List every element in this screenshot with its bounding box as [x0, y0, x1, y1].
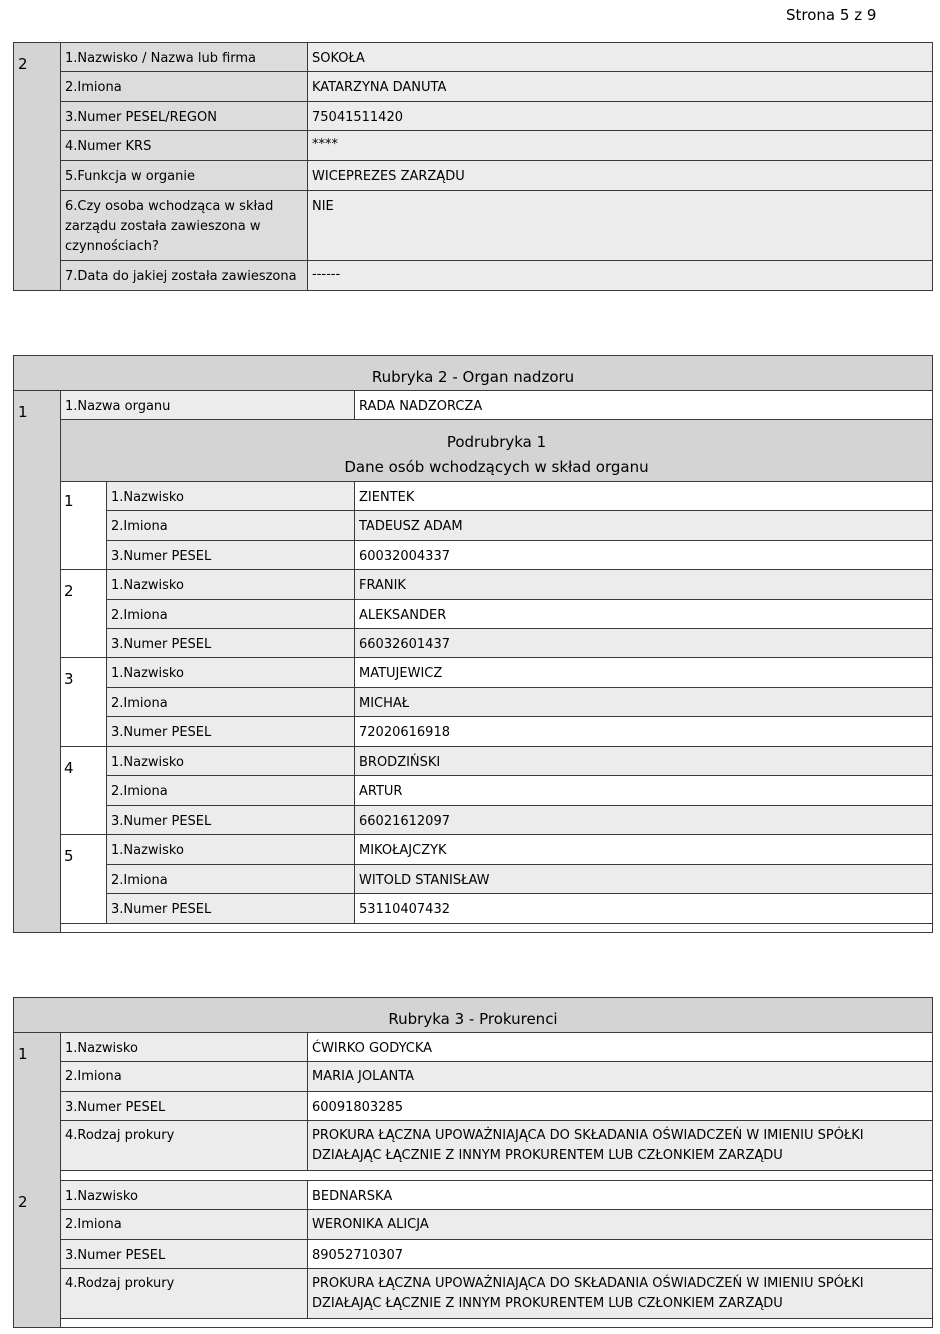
field-value: KATARZYNA DANUTA [308, 72, 932, 102]
person-index: 2 [64, 582, 74, 600]
field-label: 1.Nazwisko [61, 1033, 308, 1062]
field-value: 60032004337 [355, 541, 932, 570]
field-label: 1.Nazwisko [107, 482, 355, 511]
person-index: 4 [64, 759, 74, 777]
entry-index-column [14, 43, 61, 290]
field-label: 2.Imiona [107, 688, 355, 717]
field-value: TADEUSZ ADAM [355, 511, 932, 541]
zarzad-member-table [13, 42, 933, 291]
field-value: MIKOŁAJCZYK [355, 835, 932, 865]
field-label: 3.Numer PESEL [107, 629, 355, 658]
entry-index-column [14, 391, 61, 932]
entry-index: 1 [18, 1045, 28, 1063]
field-label: 2.Imiona [61, 72, 308, 102]
field-label: 3.Numer PESEL [61, 1240, 308, 1269]
field-value: PROKURA ŁĄCZNA UPOWAŻNIAJĄCA DO SKŁADANIA OŚWIADCZEŃ W IMIENIU SPÓŁKI DZIAŁAJĄC ŁĄCZNIE Z INNYM PROKURENTEM LUB CZŁONKIEM ZARZĄDU [308, 1121, 932, 1171]
spacer-row [61, 1319, 932, 1327]
person-index-cell [61, 747, 107, 835]
field-value: BRODZIŃSKI [355, 747, 932, 776]
field-label: 3.Numer PESEL [61, 1092, 308, 1121]
field-value: ALEKSANDER [355, 600, 932, 629]
spacer-row [61, 924, 932, 932]
field-value: RADA NADZORCZA [355, 391, 932, 420]
field-value: MICHAŁ [355, 688, 932, 717]
section-header: Rubryka 3 - Prokurenci [14, 998, 932, 1033]
field-value: BEDNARSKA [308, 1181, 932, 1210]
person-index-cell [61, 570, 107, 658]
subsection-subtitle: Dane osób wchodzących w skład organu [344, 458, 649, 476]
field-label: 2.Imiona [107, 776, 355, 806]
field-value: WITOLD STANISŁAW [355, 865, 932, 894]
field-label: 1.Nazwa organu [61, 391, 355, 420]
person-index-cell [61, 482, 107, 570]
person-index: 3 [64, 670, 74, 688]
field-value: 75041511420 [308, 102, 932, 131]
entry-index: 2 [18, 55, 28, 73]
field-label: 7.Data do jakiej została zawieszona [61, 261, 308, 290]
spacer-row [61, 1171, 932, 1181]
field-value: ------ [308, 261, 932, 290]
field-label: 2.Imiona [107, 865, 355, 894]
field-label: 2.Imiona [107, 511, 355, 541]
subsection-title: Podrubryka 1 [446, 433, 547, 451]
field-value: 53110407432 [355, 894, 932, 924]
field-value: MARIA JOLANTA [308, 1062, 932, 1092]
field-value: **** [308, 131, 932, 161]
field-value: WICEPREZES ZARZĄDU [308, 161, 932, 191]
person-index-cell [61, 658, 107, 747]
entry-index-column [14, 1033, 61, 1181]
field-value: ZIENTEK [355, 482, 932, 511]
field-label: 2.Imiona [61, 1062, 308, 1092]
field-value: 66021612097 [355, 806, 932, 835]
field-value: ĆWIRKO GODYCKA [308, 1033, 932, 1062]
field-value: 72020616918 [355, 717, 932, 747]
page-number: Strona 5 z 9 [786, 6, 877, 24]
subsection-header [61, 420, 932, 482]
field-label: 3.Numer PESEL [107, 717, 355, 747]
field-value: ARTUR [355, 776, 932, 806]
field-label: 3.Numer PESEL [107, 806, 355, 835]
field-label: 4.Numer KRS [61, 131, 308, 161]
field-label: 5.Funkcja w organie [61, 161, 308, 191]
prokurenci-table [13, 997, 933, 1328]
entry-index-column [14, 1181, 61, 1327]
field-value: WERONIKA ALICJA [308, 1210, 932, 1240]
field-value: MATUJEWICZ [355, 658, 932, 688]
field-value: FRANIK [355, 570, 932, 600]
field-label: 3.Numer PESEL/REGON [61, 102, 308, 131]
field-label: 1.Nazwisko / Nazwa lub firma [61, 43, 308, 72]
field-label: 3.Numer PESEL [107, 541, 355, 570]
entry-index: 2 [18, 1193, 28, 1211]
field-label: 2.Imiona [61, 1210, 308, 1240]
field-label: 4.Rodzaj prokury [61, 1269, 308, 1319]
organ-nadzoru-table [13, 355, 933, 933]
field-value: SOKOŁA [308, 43, 932, 72]
field-value: 60091803285 [308, 1092, 932, 1121]
entry-index: 1 [18, 403, 28, 421]
field-label: 1.Nazwisko [61, 1181, 308, 1210]
field-value: 89052710307 [308, 1240, 932, 1269]
section-header: Rubryka 2 - Organ nadzoru [14, 356, 932, 391]
field-value: NIE [308, 191, 932, 261]
field-label: 1.Nazwisko [107, 658, 355, 688]
field-value: PROKURA ŁĄCZNA UPOWAŻNIAJĄCA DO SKŁADANIA OŚWIADCZEŃ W IMIENIU SPÓŁKI DZIAŁAJĄC ŁĄCZNIE Z INNYM PROKURENTEM LUB CZŁONKIEM ZARZĄDU [308, 1269, 932, 1319]
field-label: 1.Nazwisko [107, 747, 355, 776]
field-value: 66032601437 [355, 629, 932, 658]
field-label: 1.Nazwisko [107, 570, 355, 600]
field-label: 3.Numer PESEL [107, 894, 355, 924]
person-index: 5 [64, 847, 74, 865]
person-index-cell [61, 835, 107, 924]
field-label: 2.Imiona [107, 600, 355, 629]
person-index: 1 [64, 492, 74, 510]
field-label: 4.Rodzaj prokury [61, 1121, 308, 1171]
field-label: 1.Nazwisko [107, 835, 355, 865]
field-label: 6.Czy osoba wchodząca w skład zarządu została zawieszona w czynnościach? [61, 191, 308, 261]
